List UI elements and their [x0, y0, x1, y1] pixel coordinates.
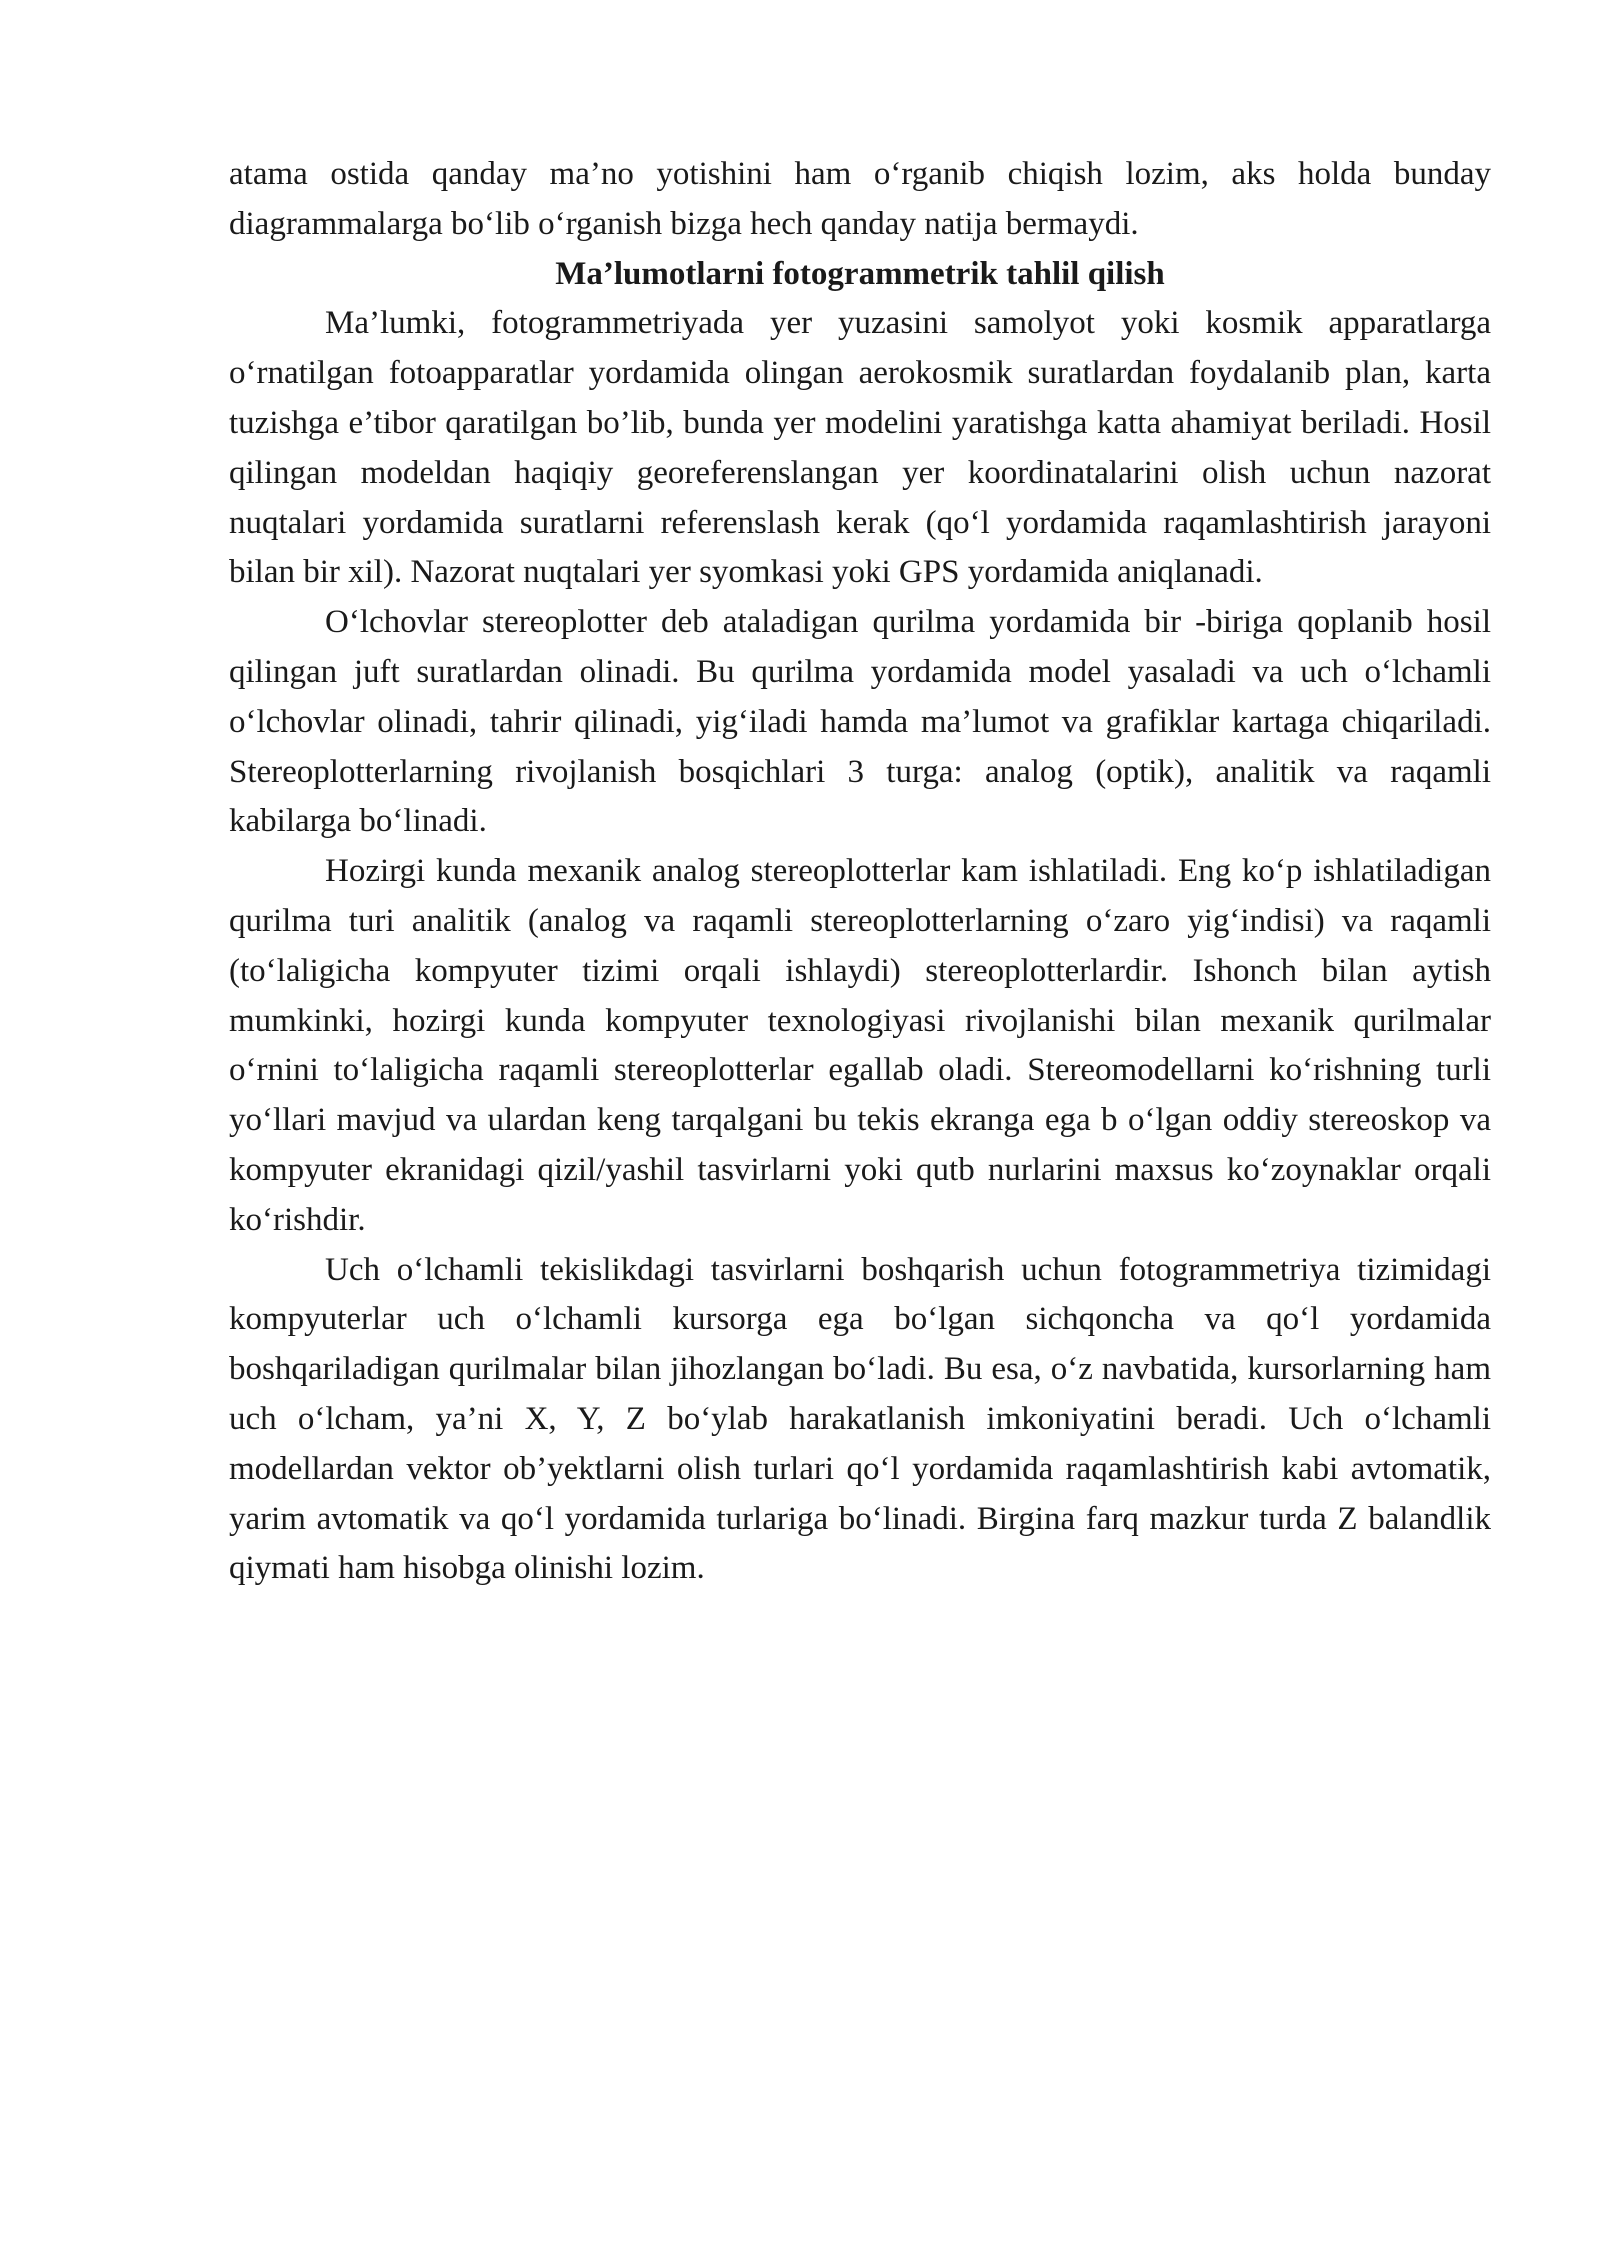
intro-paragraph: atama ostida qanday ma’no yotishini ham o‘rganib chiqish lozim, aks holda bunday diagrammalarga bo‘lib o‘rganish bizga hech qanday natija bermaydi. — [229, 156, 1491, 242]
paragraph-photogrammetry-intro: Ma’lumki, fotogrammetriyada yer yuzasini samolyot yoki kosmik apparatlarga o‘rnatilgan fotoapparatlar yordamida olingan aerokosmik suratlardan foydalanib plan, karta tuzishga e’tibor qaratilgan bo’lib, bunda yer modelini yaratishga katta ahamiyat beriladi. Hosil qilingan modeldan haqiqiy georeferenslangan yer koordinatalarini olish uchun nazorat nuqtalari yordamida suratlarni referenslash kerak (qo‘l yordamida raqamlashtirish jarayoni bilan bir xil). Nazorat nuqtalari yer syomkasi yoki GPS yordamida aniqlanadi. — [229, 305, 1491, 591]
paragraph-modern-stereoplotters: Hozirgi kunda mexanik analog stereoplotterlar kam ishlatiladi. Eng ko‘p ishlatiladigan qurilma turi analitik (analog va raqamli stereoplotterlarning o‘zaro yig‘indisi) va raqamli (to‘laligicha kompyuter tizimi orqali ishlaydi) stereoplotterlardir. Ishonch bilan aytish mumkinki, hozirgi kunda kompyuter texnologiyasi rivojlanishi bilan mexanik qurilmalar o‘rnini to‘laligicha raqamli stereoplotterlar egallab oladi. Stereomodellarni ko‘rishning turli yo‘llari mavjud va ulardan keng tarqalgani bu tekis ekranga ega b o‘lgan oddiy stereoskop va kompyuter ekranidagi qizil/yashil tasvirlarni yoki qutb nurlarini maxsus ko‘zoynaklar orqali ko‘rishdir. — [229, 853, 1491, 1238]
document-page — [229, 150, 1491, 1594]
section-title: Ma’lumotlarni fotogrammetrik tahlil qilish — [555, 255, 1165, 292]
paragraph-stereoplotter: O‘lchovlar stereoplotter deb ataladigan qurilma yordamida bir -biriga qoplanib hosil qilingan juft suratlardan olinadi. Bu qurilma yordamida model yasaladi va uch o‘lchamli o‘lchovlar olinadi, tahrir qilinadi, yig‘iladi hamda ma’lumot va grafiklar kartaga chiqariladi. Stereoplotterlarning rivojlanish bosqichlari 3 turga: analog (optik), analitik va raqamli kabilarga bo‘linadi. — [229, 604, 1491, 840]
paragraph-3d-control: Uch o‘lchamli tekislikdagi tasvirlarni boshqarish uchun fotogrammetriya tizimidagi kompyuterlar uch o‘lchamli kursorga ega bo‘lgan sichqoncha va qo‘l yordamida boshqariladigan qurilmalar bilan jihozlangan bo‘ladi. Bu esa, o‘z navbatida, kursorlarning ham uch o‘lcham, ya’ni X, Y, Z bo‘ylab harakatlanish imkoniyatini beradi. Uch o‘lchamli modellardan vektor ob’yektlarni olish turlari qo‘l yordamida raqamlashtirish kabi avtomatik, yarim avtomatik va qo‘l yordamida turlariga bo‘linadi. Birgina farq mazkur turda Z balandlik qiymati ham hisobga olinishi lozim. — [229, 1251, 1491, 1587]
